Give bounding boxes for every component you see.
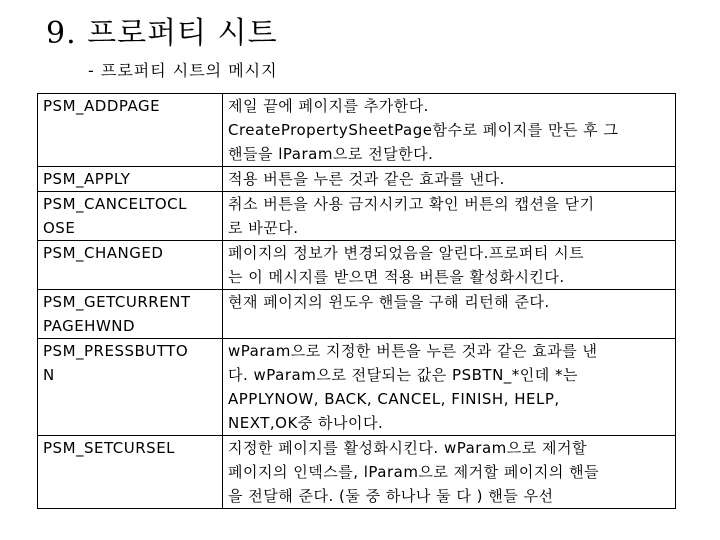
message-name-cell (38, 339, 223, 436)
table-row (38, 241, 676, 290)
message-name-line: PSM_CANCELTOCL (43, 195, 188, 213)
message-description-line: 지정한 페이지를 활성화시킨다. wParam으로 제거할 (228, 439, 587, 457)
message-description-cell (223, 290, 676, 339)
message-name-line: PSM_GETCURRENT (43, 293, 191, 311)
message-name-cell (38, 167, 223, 192)
message-name-line: PSM_APPLY (43, 170, 131, 188)
message-name-cell (38, 94, 223, 167)
message-description-line: 적용 버튼을 누른 것과 같은 효과를 낸다. (228, 170, 505, 188)
message-description-line: 현재 페이지의 윈도우 핸들을 구해 리턴해 준다. (228, 293, 550, 311)
message-description-line: 취소 버튼을 사용 금지시키고 확인 버튼의 캡션을 닫기 (228, 195, 595, 213)
message-name-line: PSM_ADDPAGE (43, 97, 161, 115)
slide-title: 9. 프로퍼티 시트 (46, 16, 278, 51)
message-description-line: wParam으로 지정한 버튼을 누른 것과 같은 효과를 낸 (228, 342, 598, 360)
message-description-line: APPLYNOW, BACK, CANCEL, FINISH, HELP, (228, 390, 560, 408)
message-description-line: NEXT,OK중 하나이다. (228, 414, 384, 432)
table-row (38, 167, 676, 192)
message-name-line: N (43, 366, 55, 384)
message-description-line: 다. wParam으로 전달되는 값은 PSBTN_*인데 *는 (228, 366, 579, 384)
message-description-line: 페이지의 정보가 변경되었음을 알린다.프로퍼티 시트 (228, 244, 585, 262)
message-description-line: 페이지의 인덱스를, lParam으로 제거할 페이지의 핸들 (228, 463, 600, 481)
message-description-cell (223, 94, 676, 167)
table-row (38, 192, 676, 241)
message-name-line: PSM_SETCURSEL (43, 439, 176, 457)
slide-subtitle: - 프로퍼티 시트의 메시지 (88, 61, 278, 80)
message-table-body (38, 94, 676, 509)
message-name-cell (38, 192, 223, 241)
table-row (38, 436, 676, 509)
message-name-line: PSM_PRESSBUTTO (43, 342, 189, 360)
message-name-line: OSE (43, 219, 76, 237)
table-row (38, 339, 676, 436)
message-description-cell (223, 339, 676, 436)
message-name-line: PSM_CHANGED (43, 244, 164, 262)
message-description-cell (223, 241, 676, 290)
message-description-line: CreatePropertySheetPage함수로 페이지를 만든 후 그 (228, 121, 619, 139)
message-description-line: 제일 끝에 페이지를 추가한다. (228, 97, 429, 115)
table-row (38, 94, 676, 167)
message-table (37, 93, 676, 509)
message-description-line: 로 바꾼다. (228, 219, 299, 237)
message-description-cell (223, 167, 676, 192)
message-description-line: 핸들을 lParam으로 전달한다. (228, 145, 434, 163)
message-name-cell (38, 436, 223, 509)
table-row (38, 290, 676, 339)
message-name-cell (38, 290, 223, 339)
message-description-cell (223, 436, 676, 509)
message-description-cell (223, 192, 676, 241)
message-description-line: 을 전달해 준다. (둘 중 하나나 둘 다 ) 핸들 우선 (228, 487, 554, 505)
message-description-line: 는 이 메시지를 받으면 적용 버튼을 활성화시킨다. (228, 268, 565, 286)
message-name-cell (38, 241, 223, 290)
message-name-line: PAGEHWND (43, 317, 136, 335)
